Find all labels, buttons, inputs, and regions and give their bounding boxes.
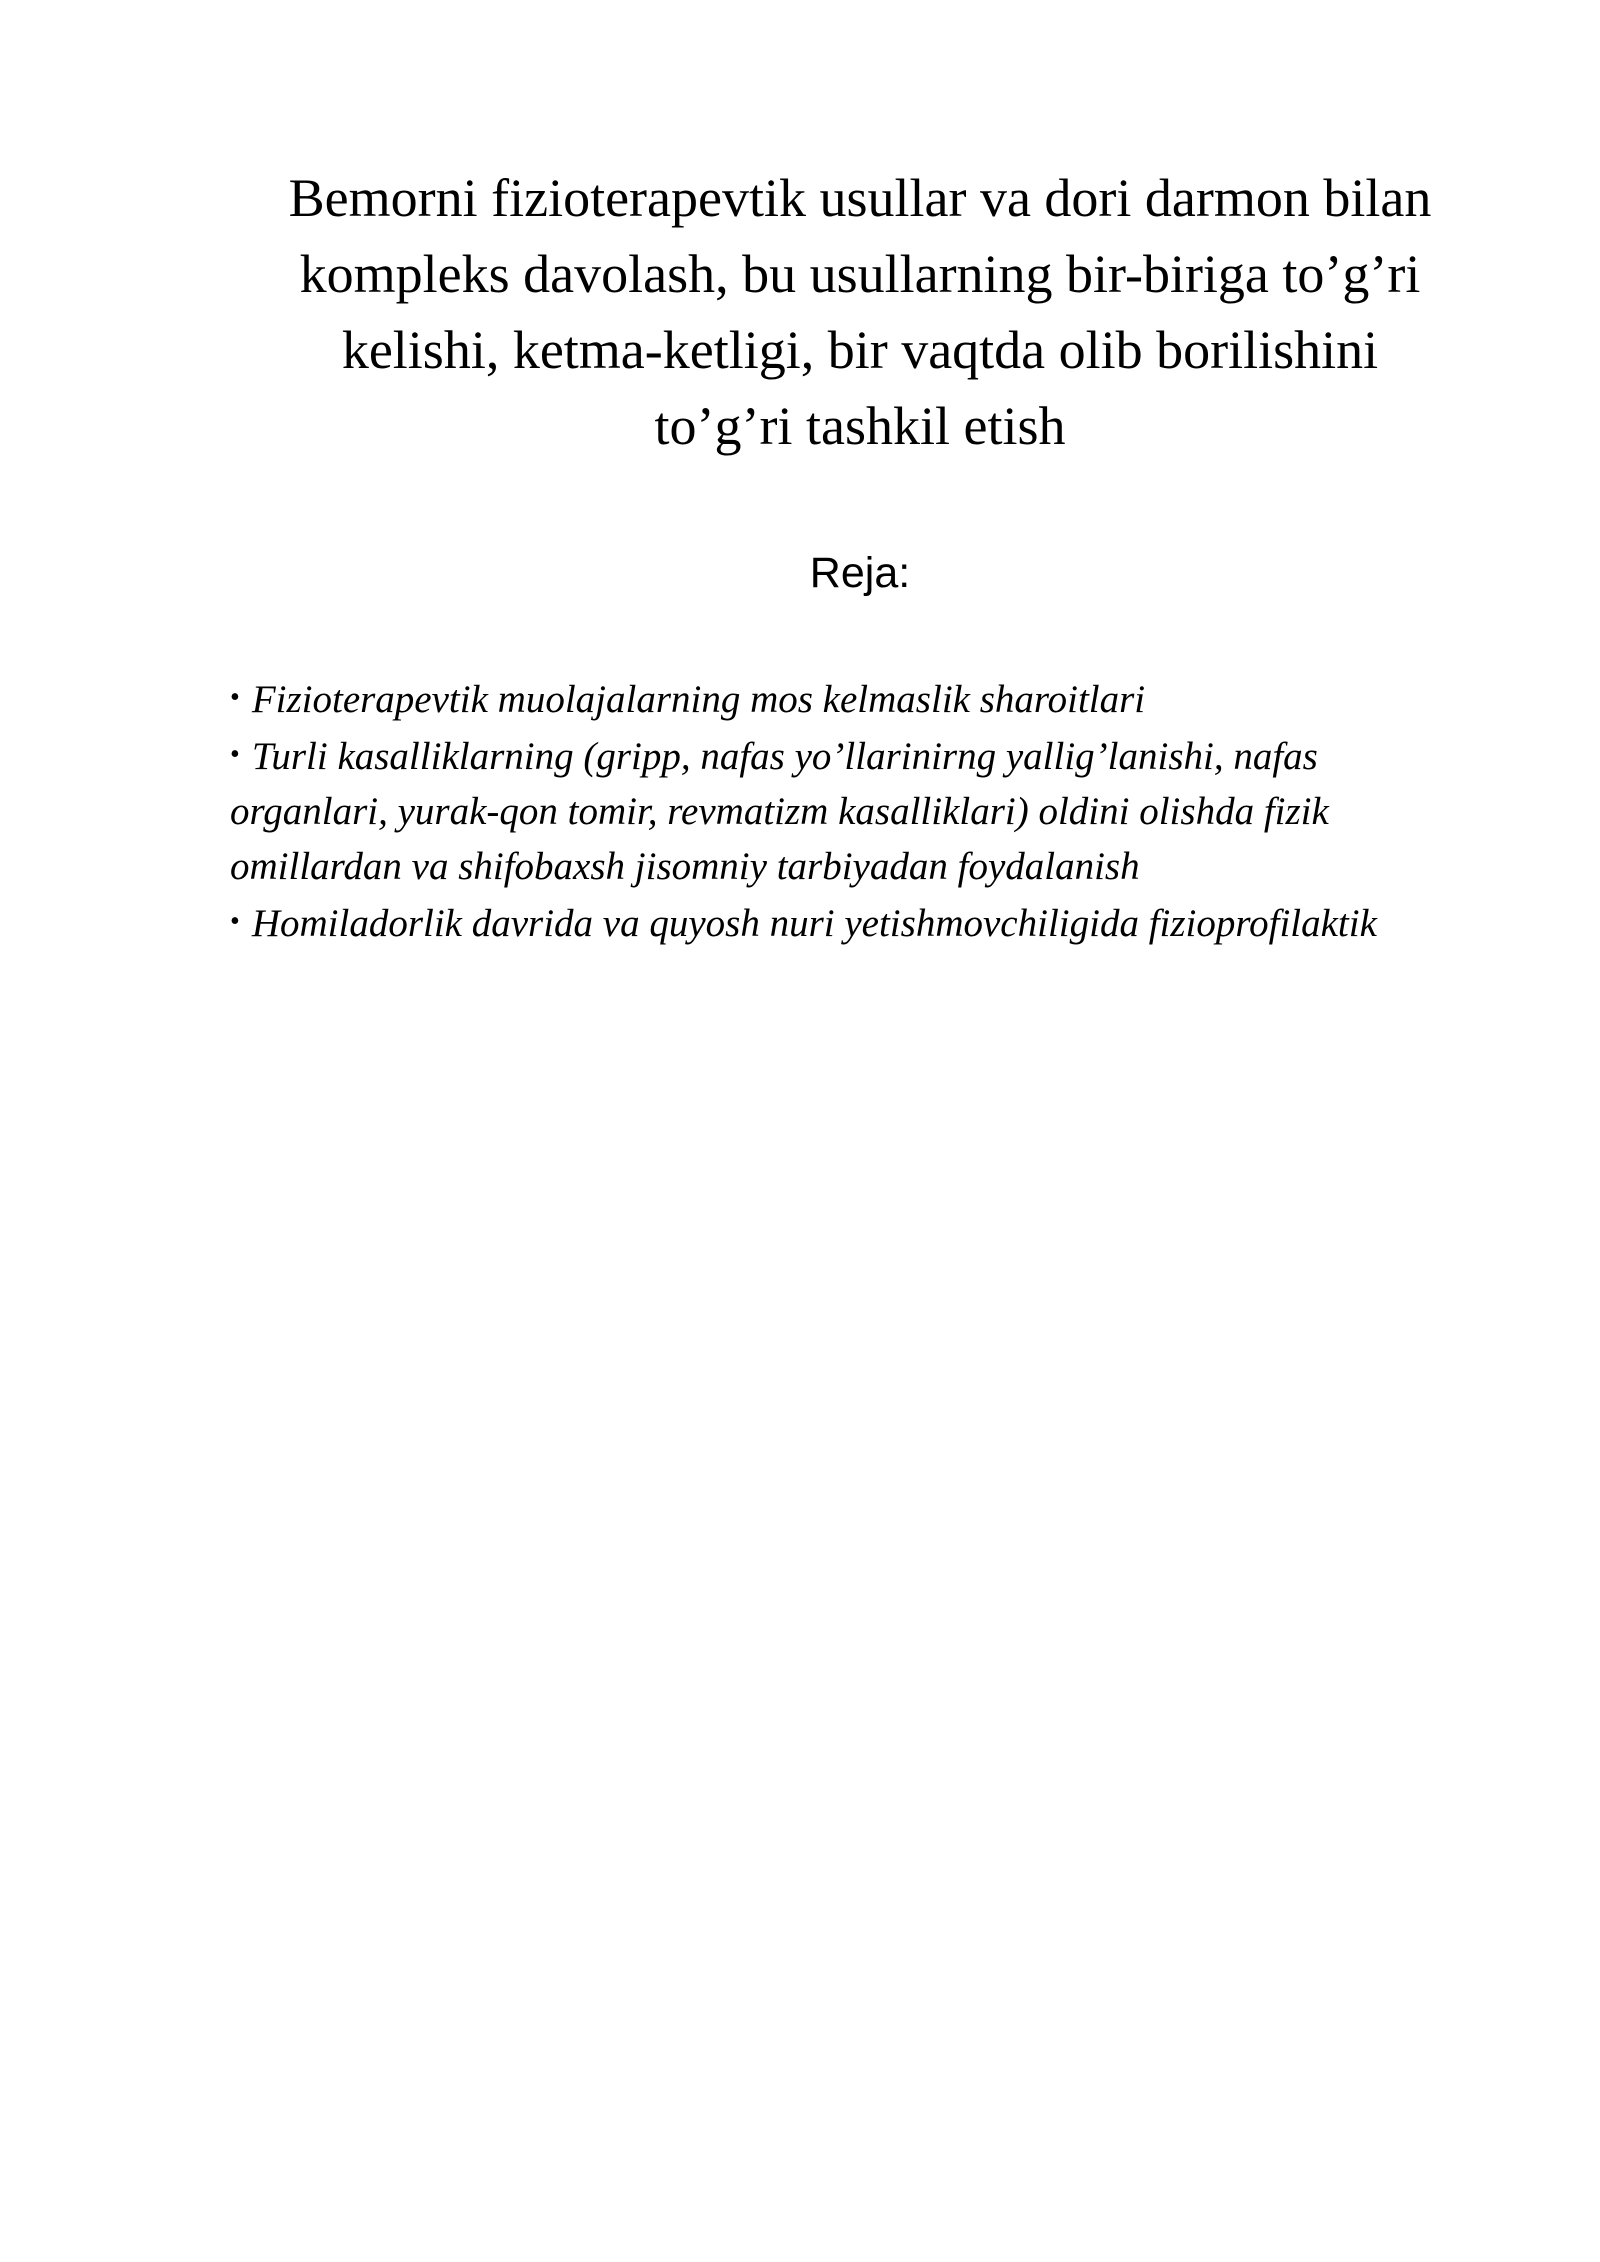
plan-list bbox=[230, 670, 1480, 951]
plan-item-text: Homiladorlik davrida va quyosh nuri yetishmovchiligida fizioprofilaktik bbox=[251, 902, 1377, 945]
title-line: Bemorni fizioterapevtik usullar va dori darmon bilan bbox=[288, 168, 1432, 228]
bullet-icon: • bbox=[230, 906, 240, 937]
plan-item-text: Fizioterapevtik muolajalarning mos kelmaslik sharoitlari bbox=[251, 678, 1146, 721]
page-title bbox=[200, 160, 1520, 464]
plan-heading: Reja: bbox=[809, 549, 911, 597]
plan-item bbox=[230, 670, 1480, 727]
plan-item bbox=[230, 727, 1480, 894]
bullet-icon: • bbox=[230, 739, 240, 770]
bullet-icon: • bbox=[230, 682, 240, 713]
plan-item-text: Turli kasalliklarning (gripp, nafas yo’llarinirng yallig’lanishi, nafas organlari, yurak-qon tomir, revmatizm kasalliklari) oldini olishda fizik omillardan va shifobaxsh jisomniy tarbiyadan foydalanish bbox=[230, 735, 1329, 888]
title-line: kompleks davolash, bu usullarning bir-biriga to’g’ri bbox=[299, 244, 1421, 304]
title-line: kelishi, ketma-ketligi, bir vaqtda olib borilishini bbox=[341, 320, 1379, 380]
plan-item bbox=[230, 894, 1480, 951]
title-line: to’g’ri tashkil etish bbox=[654, 396, 1066, 456]
